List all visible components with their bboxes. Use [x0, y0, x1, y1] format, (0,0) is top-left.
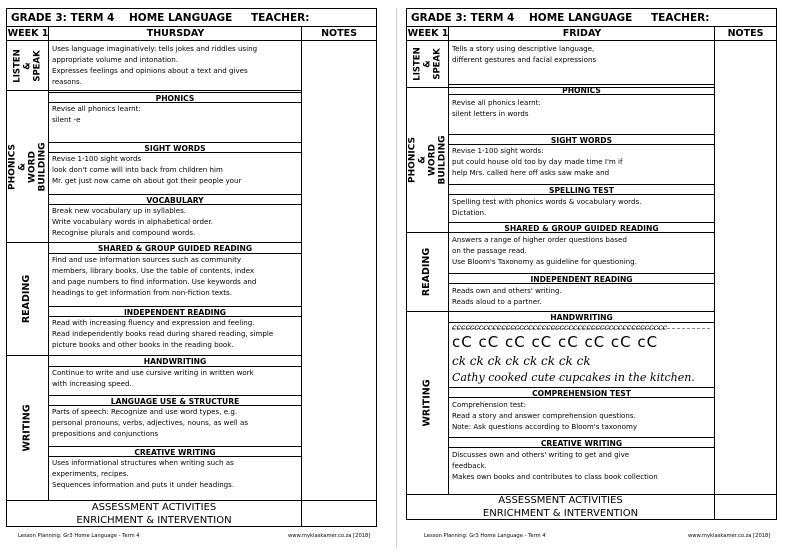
footer-left: Lesson Planning: Gr3 Home Language - Term 4	[424, 533, 546, 539]
grade-term: GRADE 3: TERM 4	[11, 12, 115, 24]
section-listen-speak: LISTEN & SPEAK	[412, 47, 443, 81]
comprehension-test-title: COMPREHENSION TEST	[449, 387, 714, 398]
vocabulary-title: VOCABULARY	[49, 194, 301, 205]
phonics-text: Revise all phonics learnt: silent letters in words	[452, 98, 541, 118]
independent-reading-title: INDEPENDENT READING	[49, 306, 301, 317]
independent-reading-text: Read with increasing fluency and expression and feeling. Read independently books read during shared reading, simple picture books and other books in the reading book.	[52, 318, 274, 349]
creative-writing-title: CREATIVE WRITING	[49, 446, 301, 457]
creative-writing-title: CREATIVE WRITING	[449, 437, 714, 448]
phonics-text: Revise all phonics learnt: silent -e	[52, 104, 141, 124]
shared-reading-title: SHARED & GROUP GUIDED READING	[449, 222, 714, 233]
plan-table	[6, 8, 377, 527]
grade-term: GRADE 3: TERM 4	[411, 12, 515, 24]
listen-text: Uses language imaginatively: tells jokes and riddles using appropriate volume and intonation. Expresses feelings and opinions about a text and gives reasons.	[52, 44, 258, 86]
handwriting-text: Continue to write and use cursive writing in written work with increasing speed.	[52, 368, 254, 388]
shared-reading-text: Find and use information sources such as community members, library books. Use the table of contents, index and page numbers to find information. Use keywords and headings to get information from non-fiction texts.	[52, 255, 257, 297]
assessment-label: ASSESSMENT ACTIVITIES ENRICHMENT & INTERVENTION	[482, 495, 639, 519]
section-phonics: PHONICS & WORD BUILDING	[7, 141, 48, 191]
phonics-title: PHONICS	[449, 84, 714, 95]
lesson-plan-friday	[406, 8, 777, 547]
page-divider	[396, 8, 397, 549]
spelling-test-title: SPELLING TEST	[449, 184, 714, 195]
plan-table	[406, 8, 777, 520]
teacher-label: TEACHER:	[251, 12, 310, 24]
week-header: WEEK 1	[407, 28, 449, 39]
section-reading: READING	[21, 274, 33, 324]
sight-words-title: SIGHT WORDS	[449, 134, 714, 145]
handwriting-letters-cc: cC cC cC cC cC cC cC cC	[452, 333, 659, 351]
section-phonics: PHONICS & WORD BUILDING	[407, 135, 448, 185]
section-writing: WRITING	[21, 404, 33, 452]
handwriting-title: HANDWRITING	[49, 356, 301, 367]
creative-writing-text: Discusses own and others' writing to get and give feedback. Makes own books and contributes to class book collection	[452, 450, 658, 481]
sight-words-title: SIGHT WORDS	[49, 142, 301, 153]
handwriting-guide-row: cccccccccccccccccccccccccccccccccccccccccccccccc	[452, 324, 668, 332]
footer-left: Lesson Planning: Gr3 Home Language - Term 4	[18, 533, 140, 539]
sight-words-text: Revise 1-100 sight words look don't come will into back from children him Mr. get just now came oh about got their people your	[52, 154, 242, 185]
sight-words-text: Revise 1-100 sight words: put could house old too by day made time I'm if help Mrs. called here off asks saw make and	[452, 146, 623, 177]
independent-reading-text: Reads own and others' writing. Reads aloud to a partner.	[452, 286, 562, 306]
section-listen-speak: LISTEN & SPEAK	[12, 48, 43, 83]
shared-reading-text: Answers a range of higher order questions based on the passage read. Use Bloom's Taxonomy as guideline for questioning.	[452, 235, 637, 266]
section-reading: READING	[421, 247, 433, 297]
notes-header: NOTES	[302, 27, 376, 41]
notes-header: NOTES	[715, 27, 776, 41]
spelling-test-text: Spelling test with phonics words & vocabulary words. Dictation.	[452, 197, 642, 217]
day-header: FRIDAY	[449, 27, 715, 41]
footer-right: www.myklaskamer.co.za [2018]	[688, 533, 771, 539]
assessment-label: ASSESSMENT ACTIVITIES ENRICHMENT & INTERVENTION	[76, 502, 232, 526]
section-writing: WRITING	[421, 379, 433, 427]
page-header	[407, 9, 776, 27]
shared-reading-title: SHARED & GROUP GUIDED READING	[49, 243, 301, 254]
subject: HOME LANGUAGE	[129, 12, 233, 24]
phonics-title: PHONICS	[49, 92, 301, 103]
handwriting-title: HANDWRITING	[449, 312, 714, 323]
lesson-plan-thursday	[6, 8, 377, 547]
page-header	[7, 9, 376, 27]
listen-text: Tells a story using descriptive language, different gestures and facial expressions	[452, 44, 597, 64]
vocabulary-text: Break new vocabulary up in syllables. Write vocabulary words in alphabetical order. Recognise plurals and compound words.	[52, 206, 213, 237]
handwriting-sentence: Cathy cooked cute cupcakes in the kitchen.	[452, 371, 695, 384]
language-use-text: Parts of speech: Recognize and use word types, e.g. personal pronouns, verbs, adjectives, nouns, as well as prepositions and conjunctions	[52, 407, 249, 438]
week-header: WEEK 1	[7, 28, 49, 39]
teacher-label: TEACHER:	[651, 12, 710, 24]
footer-right: www.myklaskamer.co.za [2018]	[288, 533, 371, 539]
creative-writing-text: Uses informational structures when writing such as experiments, recipes. Sequences information and puts it under headings.	[52, 458, 235, 489]
independent-reading-title: INDEPENDENT READING	[449, 273, 714, 284]
subject: HOME LANGUAGE	[529, 12, 633, 24]
comprehension-test-text: Comprehension test: Read a story and answer comprehension questions. Note: Ask questions according to Bloom's taxonomy	[452, 400, 638, 431]
language-use-title: LANGUAGE USE & STRUCTURE	[49, 395, 301, 406]
handwriting-letters-ck: ck ck ck ck ck ck ck ck	[452, 354, 591, 368]
day-header: THURSDAY	[49, 27, 302, 41]
